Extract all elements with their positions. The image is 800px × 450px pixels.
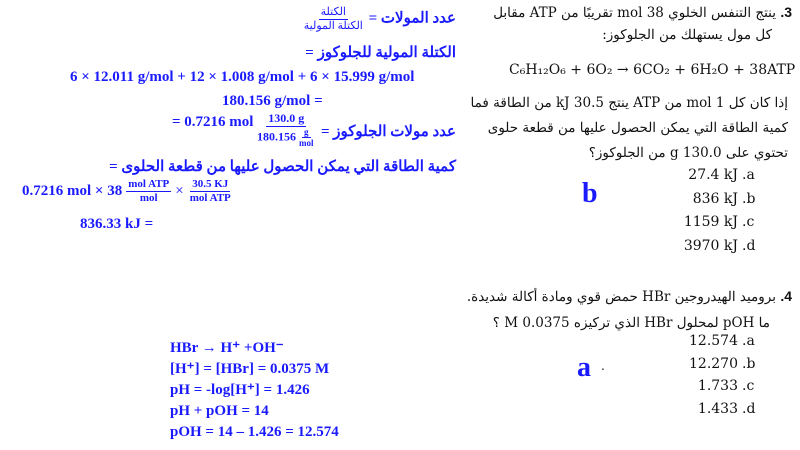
question-3 xyxy=(493,4,792,43)
hbr-line: pH + pOH = 14 xyxy=(170,403,269,419)
solution-step-moles-formula: عدد المولات = $\frac{\text{الكتلة}}{\text{الكتلة المولية}}$ xyxy=(303,6,456,32)
answer-letter: a xyxy=(577,352,591,383)
chemical-equation: C₆H₁₂O₆ + 6O₂ → 6CO₂ + 6H₂O + 38ATP xyxy=(509,62,796,78)
option-a[interactable]: 12.574 .a xyxy=(689,333,755,349)
mole-count-result: = 0.7216 mol xyxy=(172,114,254,130)
solution-step-calculation: 6 × 12.011 g/mol + 12 × 1.008 g/mol + 6 × 15.999 g/mol xyxy=(70,69,415,85)
solution-step-mole-label: عدد مولات الجلوكوز = xyxy=(320,124,456,140)
answer-letter: b xyxy=(582,178,598,209)
solution-step-energy-result: 836.33 kJ = xyxy=(80,216,154,232)
question-number: 3. xyxy=(780,4,792,20)
stray-dot: . xyxy=(601,359,605,373)
option-d[interactable]: 3970 kJ .d xyxy=(683,237,756,254)
question-4 xyxy=(467,283,792,336)
mol-atp-fraction: $\frac{\text{mol ATP}}{\text{mol}}$ xyxy=(128,178,170,204)
hbr-line: [H⁺] = [HBr] = 0.0375 M xyxy=(170,361,330,377)
question-text-line: ما pOH لمحلول HBr الذي تركيزه 0.0375 M ؟ xyxy=(492,315,770,331)
question-4-options xyxy=(678,330,768,420)
option-b[interactable]: 836 kJ .b xyxy=(692,190,756,207)
option-d[interactable]: 1.433 .d xyxy=(697,400,756,417)
hbr-solution xyxy=(170,338,339,443)
question-3-options xyxy=(678,164,768,258)
option-c[interactable]: 1.733 .c xyxy=(697,378,755,394)
hbr-line: pH = -log[H⁺] = 1.426 xyxy=(170,382,310,398)
solution-step-molar-mass: الكتلة المولية للجلوكوز = xyxy=(305,45,456,61)
energy-per-atp-fraction: $\frac{30.5 KJ}{\text{mol ATP}}$ xyxy=(189,178,231,204)
hbr-line: pOH = 14 – 1.426 = 12.574 xyxy=(170,424,339,440)
question-text-line: كل مول يستهلك من الجلوكوز: xyxy=(602,27,772,43)
solution-step-mole-count xyxy=(172,114,253,131)
solution-step-energy-label: كمية الطاقة التي يمكن الحصول عليها من قطعة الحلوى = xyxy=(109,159,456,175)
option-a[interactable]: 27.4 kJ .a xyxy=(688,167,755,183)
option-c[interactable]: 1159 kJ .c xyxy=(683,214,755,230)
question-number: 4. xyxy=(780,288,792,304)
mass-over-molar-mass-fraction: $\frac{\text{الكتلة}}{\text{الكتلة المولية}}$ xyxy=(303,6,363,32)
question-3-body xyxy=(471,91,789,166)
question-text-line: إذا كان كل 1 mol من ATP ينتج 30.5 kJ من الطاقة فما xyxy=(470,95,788,111)
solution-step-molar-mass-result: 180.156 g/mol = xyxy=(222,93,323,109)
option-b[interactable]: 12.270 .b xyxy=(689,355,756,372)
solution-step-energy-calc: 0.7216 mol × 38 $\frac{\text{mol ATP}}{\text{mol}}$ × $\frac{30.5 KJ}{\text{mol ATP}}$ xyxy=(22,178,231,204)
question-text-line: كمية الطاقة التي يمكن الحصول عليها من قطعة حلوى xyxy=(487,120,788,136)
question-text-line: تحتوي على 130.0 g من الجلوكوز؟ xyxy=(588,145,788,161)
question-text-line: بروميد الهيدروجين HBr حمض قوي ومادة أكالة شديدة. xyxy=(466,289,777,305)
mole-count-fraction: 130.0 g 180.156 $\frac{g}{\text{mol}}$ xyxy=(257,111,314,149)
question-text-line: ينتج التنفس الخلوي 38 mol تقريبًا من ATP مقابل xyxy=(493,5,777,21)
hbr-line: HBr → H⁺ +OH⁻ xyxy=(170,340,284,356)
